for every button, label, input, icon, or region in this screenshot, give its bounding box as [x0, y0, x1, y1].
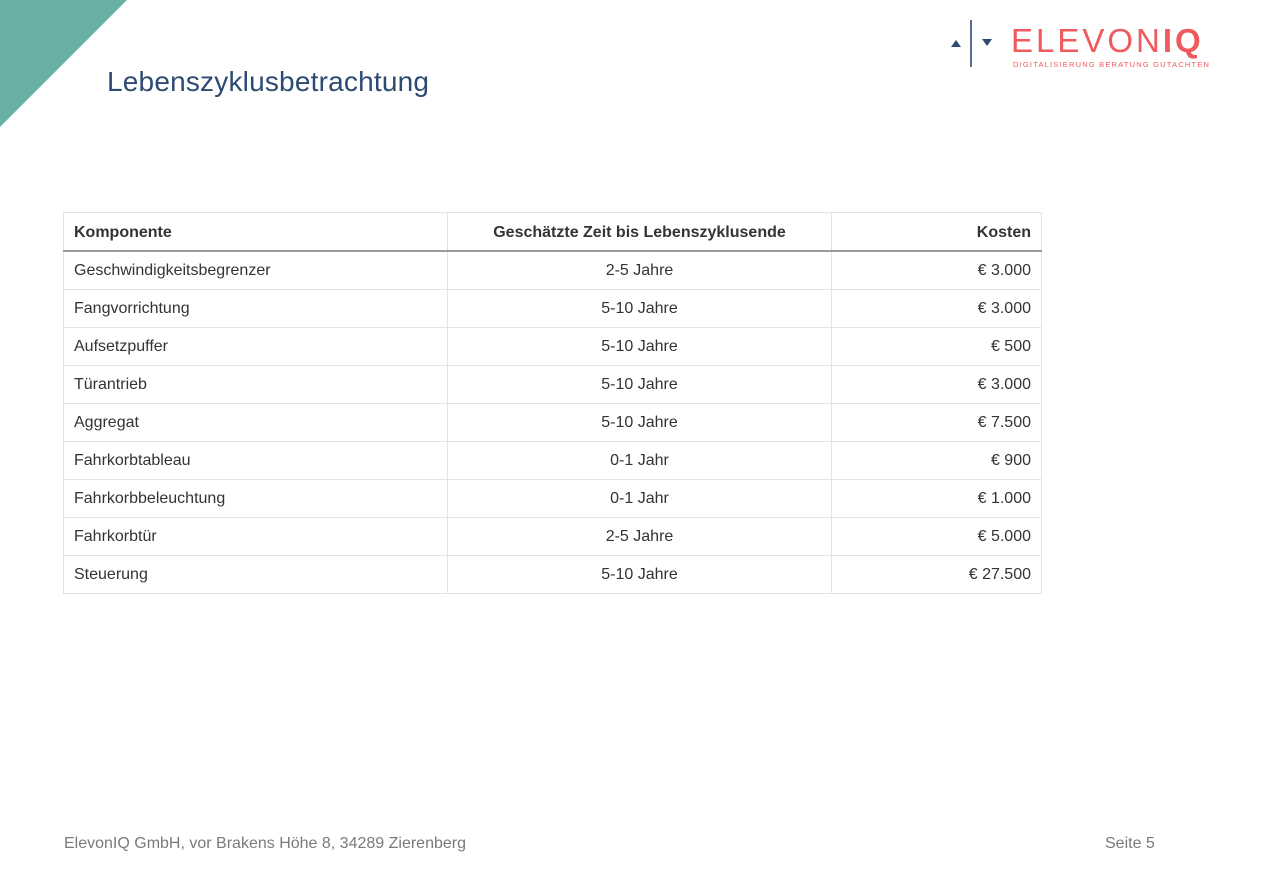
- lifetime-cell: 0-1 Jahr: [448, 442, 832, 480]
- lifetime-cell: 5-10 Jahre: [448, 366, 832, 404]
- component-cell: Aggregat: [64, 404, 448, 442]
- lifetime-cell: 5-10 Jahre: [448, 328, 832, 366]
- cost-cell: € 1.000: [832, 480, 1042, 518]
- component-cell: Fahrkorbtür: [64, 518, 448, 556]
- logo-tagline: DIGITALISIERUNG BERATUNG GUTACHTEN: [1013, 60, 1211, 69]
- lifecycle-table: [63, 212, 1042, 594]
- lifetime-cell: 5-10 Jahre: [448, 290, 832, 328]
- component-cell: Fahrkorbtableau: [64, 442, 448, 480]
- lifetime-cell: 0-1 Jahr: [448, 480, 832, 518]
- component-cell: Türantrieb: [64, 366, 448, 404]
- table-row: [64, 328, 1042, 366]
- table-row: [64, 366, 1042, 404]
- lifetime-cell: 2-5 Jahre: [448, 251, 832, 290]
- table-row: [64, 404, 1042, 442]
- cost-cell: € 5.000: [832, 518, 1042, 556]
- page-title: Lebenszyklusbetrachtung: [107, 66, 430, 97]
- component-cell: Aufsetzpuffer: [64, 328, 448, 366]
- column-header-lifetime: Geschätzte Zeit bis Lebenszyklusende: [448, 213, 832, 252]
- cost-cell: € 3.000: [832, 251, 1042, 290]
- logo-wordmark: ELEVONIQ: [1011, 22, 1204, 59]
- lifetime-cell: 2-5 Jahre: [448, 518, 832, 556]
- cost-cell: € 3.000: [832, 366, 1042, 404]
- component-cell: Fangvorrichtung: [64, 290, 448, 328]
- table-row: [64, 290, 1042, 328]
- page-number: Seite 5: [1105, 835, 1155, 852]
- table-row: [64, 556, 1042, 594]
- company-logo: [950, 18, 1240, 70]
- elevator-arrows-icon: [950, 18, 1000, 70]
- footer-address: ElevonIQ GmbH, vor Brakens Höhe 8, 34289 Zierenberg: [64, 835, 466, 852]
- lifetime-cell: 5-10 Jahre: [448, 404, 832, 442]
- component-cell: Steuerung: [64, 556, 448, 594]
- cost-cell: € 3.000: [832, 290, 1042, 328]
- cost-cell: € 500: [832, 328, 1042, 366]
- table-row: [64, 251, 1042, 290]
- column-header-component: Komponente: [64, 213, 448, 252]
- cost-cell: € 27.500: [832, 556, 1042, 594]
- table-row: [64, 442, 1042, 480]
- table-header-row: [64, 213, 1042, 252]
- table-row: [64, 480, 1042, 518]
- corner-decoration: [0, 0, 127, 127]
- component-cell: Fahrkorbbeleuchtung: [64, 480, 448, 518]
- column-header-cost: Kosten: [832, 213, 1042, 252]
- cost-cell: € 7.500: [832, 404, 1042, 442]
- component-cell: Geschwindigkeitsbegrenzer: [64, 251, 448, 290]
- table-row: [64, 518, 1042, 556]
- cost-cell: € 900: [832, 442, 1042, 480]
- lifetime-cell: 5-10 Jahre: [448, 556, 832, 594]
